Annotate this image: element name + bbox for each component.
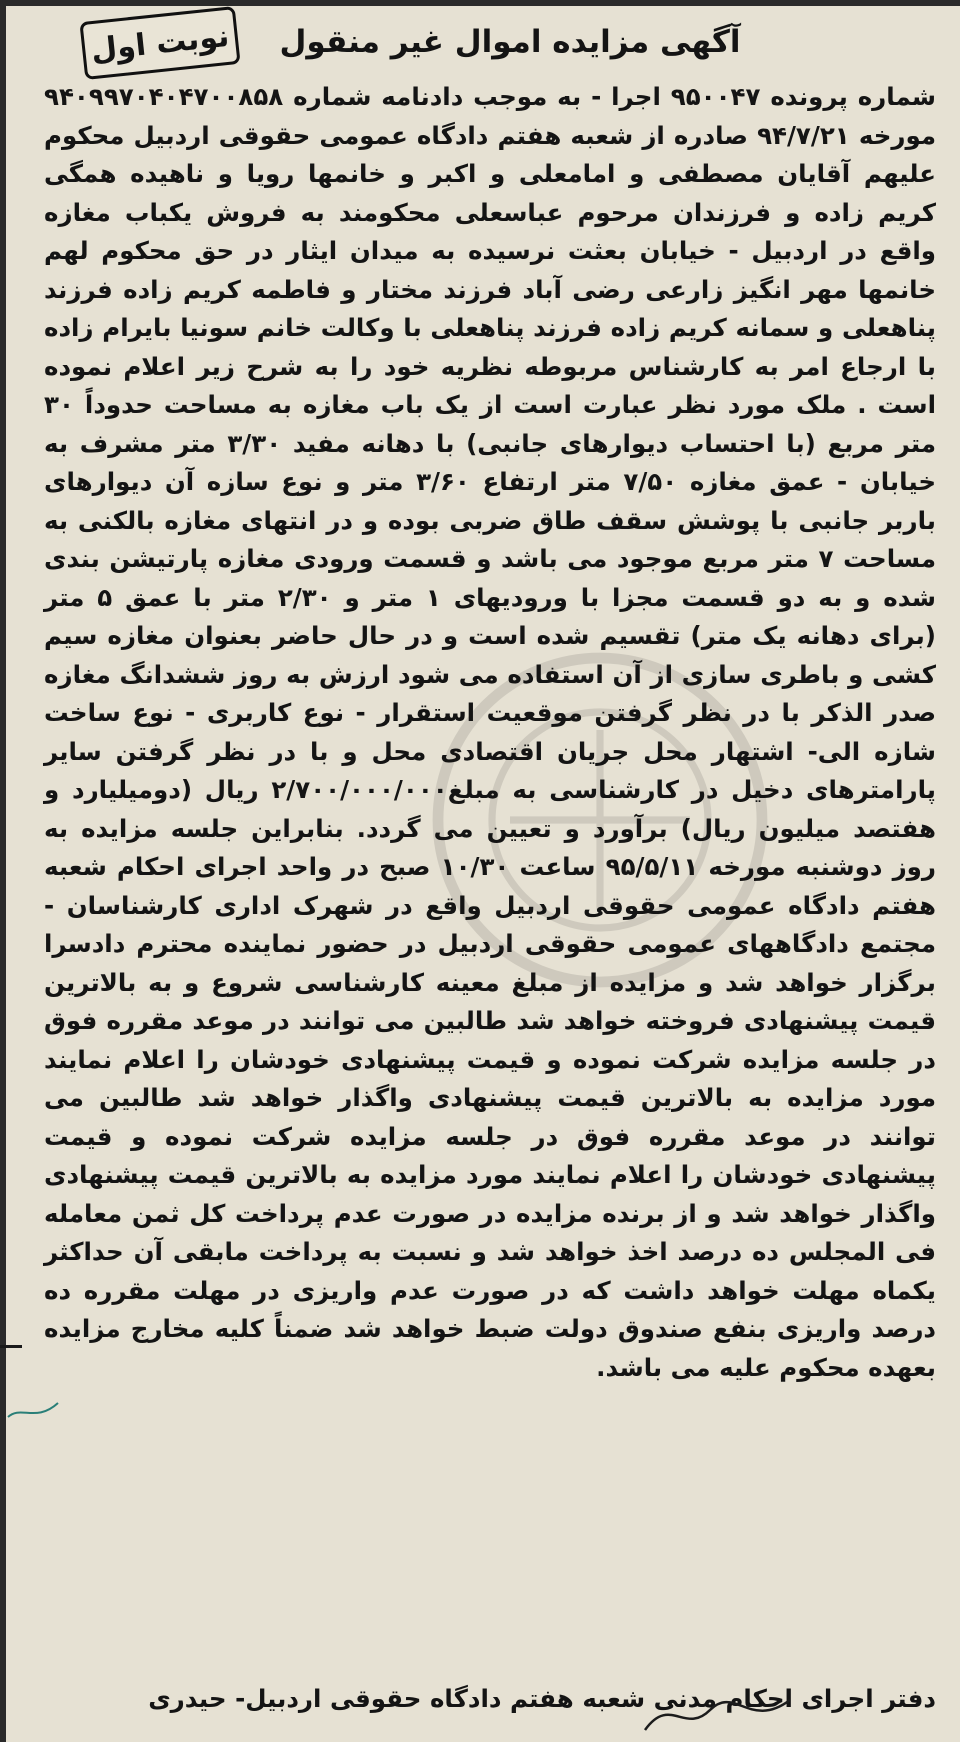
notice-signoff: دفتر اجرای احکام مدنی شعبه هفتم دادگاه حقوقی اردبیل- حیدری: [148, 1684, 936, 1713]
pen-mark: [6, 1395, 61, 1425]
stamp-first-round: نوبت اول: [79, 6, 240, 80]
notice-body: شماره پرونده ۹۵۰۰۴۷ اجرا - به موجب دادنامه شماره ۹۴۰۹۹۷۰۴۰۴۷۰۰۸۵۸ مورخه ۹۴/۷/۲۱ صادره از شعبه هفتم دادگاه عمومی حقوقی اردبیل محکوم علیهم آقایان مصطفی و امامعلی و اکبر و خانمها رویا و ناهیده همگی کریم زاده و فرزندان مرحوم عباسعلی محکومند به فروش یکباب مغازه واقع در اردبیل - خیابان بعثت نرسیده به میدان ایثار در حق محکوم لهم خانمها مهر انگیز زارعی رضی آباد فرزند مختار و فاطمه کریم زاده فرزند پناهعلی و سمانه کریم زاده فرزند پناهعلی با وکالت خانم سونیا بایرام زاده با ارجاع امر به کارشناس مربوطه نظریه خود را به شرح زیر اعلام نموده است . ملک مورد نظر عبارت است از یک باب مغازه به مساحت حدوداً ۳۰ متر مربع (با احتساب دیوارهای جانبی) با دهانه مفید ۳/۳۰ متر مشرف به خیابان - عمق مغازه ۷/۵۰ متر ارتفاع ۳/۶۰ متر و نوع سازه آن دیوارهای باربر جانبی با پوشش سقف طاق ضربی بوده و در انتهای مغازه بالکنی به مساحت ۷ متر مربع موجود می باشد و قسمت ورودی مغازه پارتیشن بندی شده و به دو قسمت مجزا با ورودیهای ۱ متر و ۲/۳۰ متر با عمق ۵ متر (برای دهانه یک متر) تقسیم شده است و در حال حاضر بعنوان مغازه سیم کشی و باطری سازی از آن استفاده می شود ارزش به روز ششدانگ مغازه صدر الذکر با در نظر گرفتن موقعیت استقرار - نوع کاربری - نوع ساخت شازه الی- اشتهار محل جریان اقتصادی محل و با در نظر گرفتن سایر پارامترهای دخیل در کارشناسی به مبلغ۲/۷۰۰/۰۰۰/۰۰۰ ریال (دومیلیارد و هفتصد میلیون ریال) برآورد و تعیین می گردد. بنابراین جلسه مزایده به روز دوشنبه مورخه ۹۵/۵/۱۱ ساعت ۱۰/۳۰ صبح در واحد اجرای احکام شعبه هفتم دادگاه عمومی حقوقی اردبیل واقع در شهرک اداری کارشناسان - مجتمع دادگاههای عمومی حقوقی اردبیل در حضور نماینده محترم دادسرا برگزار خواهد شد و مزایده از مبلغ معینه کارشناسی شروع و به بالاترین قیمت پیشنهادی فروخته خواهد شد طالبین می توانند در موعد مقرره فوق در جلسه مزایده شرکت نموده و قیمت پیشنهادی خودشان را اعلام نمایند مورد مزایده به بالاترین قیمت پیشنهادی واگذار خواهد شد طالبین می توانند در موعد مقرره فوق در جلسه مزایده شرکت نموده و قیمت پیشنهادی خودشان را اعلام نمایند مورد مزایده به بالاترین قیمت پیشنهادی واگذار خواهد شد و از برنده مزایده در صورت عدم پرداخت کل ثمن معامله فی المجلس ده درصد اخذ خواهد شد و نسبت به پرداخت مابقی آن حداکثر یکماه مهلت خواهد داشت که در صورت عدم واریزی در مهلت مقرره ده درصد واریزی بنفع صندوق دولت ضبط خواهد شد ضمناً کلیه مخارج مزایده بعهده محکوم علیه می باشد.: [44, 82, 937, 1382]
clipping-top-border: [0, 0, 960, 6]
clipping-left-border: [0, 0, 6, 1742]
notice-title: آگهی مزایده اموال غیر منقول: [279, 24, 741, 60]
column-rule: [0, 1345, 22, 1348]
